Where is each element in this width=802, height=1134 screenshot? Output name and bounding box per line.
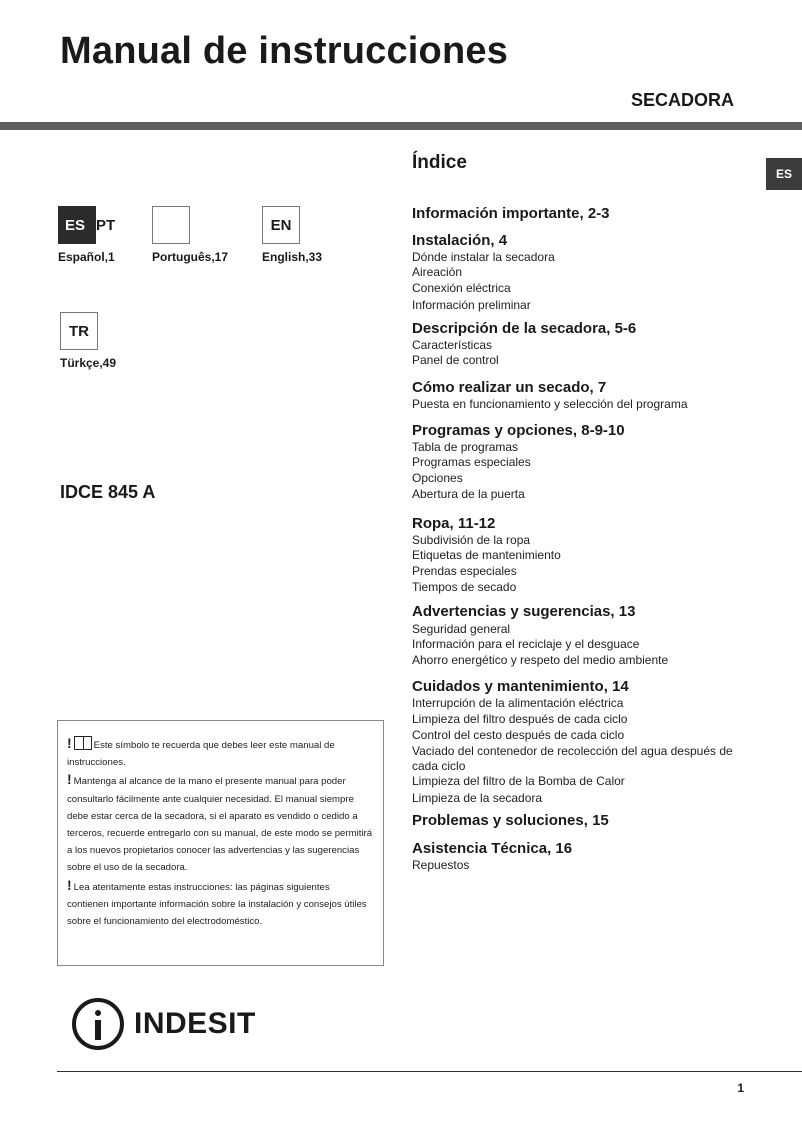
toc-section-title[interactable]: Programas y opciones, 8-9-10 (412, 422, 625, 439)
lang-pt[interactable] (152, 206, 228, 264)
warning-icon: ! (67, 735, 72, 751)
toc-section[interactable] (412, 205, 610, 223)
header-rule (0, 122, 802, 130)
notice-text-3: Lea atentamente estas instrucciones: las páginas siguientes contienen importante información sobre la instalación y consejos útiles sobre el funcionamiento del electrodoméstico. (67, 881, 367, 928)
toc-section-title[interactable]: Advertencias y sugerencias, 13 (412, 603, 636, 620)
warning-icon: ! (67, 771, 72, 788)
toc-section[interactable] (412, 379, 688, 412)
toc-item[interactable]: Prendas especiales (412, 563, 517, 578)
notice-paragraph-1 (67, 735, 373, 771)
toc-item[interactable]: Programas especiales (412, 455, 531, 470)
toc-item[interactable]: Panel de control (412, 353, 499, 368)
page-number: 1 (737, 1081, 744, 1095)
toc-item[interactable]: Información para el reciclaje y el desguace (412, 637, 640, 652)
lang-en-label: English,33 (262, 250, 323, 264)
toc-section-title[interactable]: Información importante, 2-3 (412, 205, 610, 222)
toc-section[interactable] (412, 515, 561, 595)
model-number: IDCE 845 A (60, 482, 156, 502)
toc-section[interactable] (412, 422, 625, 502)
lang-tr[interactable] (60, 312, 116, 370)
toc-item[interactable]: Aireación (412, 265, 463, 280)
lang-es-label: Español,1 (58, 250, 115, 264)
lang-en-box: EN (262, 206, 300, 244)
toc-item[interactable]: Interrupción de la alimentación eléctrica (412, 696, 624, 710)
lang-es-overlay: PT (96, 217, 116, 234)
toc-item[interactable]: Ahorro energético y respeto del medio ambiente (412, 652, 669, 667)
toc-section[interactable] (412, 812, 609, 830)
toc-section-title[interactable]: Cómo realizar un secado, 7 (412, 379, 607, 396)
toc-item[interactable]: Etiquetas de mantenimiento (412, 548, 561, 563)
toc-section-title[interactable]: Cuidados y mantenimiento, 14 (412, 678, 629, 695)
brand-logo (72, 998, 256, 1050)
toc-section[interactable] (412, 840, 572, 873)
manual-book-icon (74, 736, 92, 750)
toc-section-title[interactable]: Ropa, 11-12 (412, 515, 496, 532)
toc-item[interactable]: Limpieza del filtro de la Bomba de Calor (412, 774, 625, 789)
toc-item[interactable]: Limpieza del filtro después de cada ciclo (412, 712, 628, 727)
toc-item[interactable]: Información preliminar (412, 297, 531, 312)
lang-pt-box (152, 206, 190, 244)
toc-item[interactable]: Vaciado del contenedor de recolección del agua después de (412, 743, 733, 758)
lang-es-box: ES (58, 206, 96, 244)
language-side-tab: ES (766, 158, 802, 190)
lang-tr-box: TR (60, 312, 98, 350)
product-type: SECADORA (630, 90, 734, 110)
toc-item[interactable]: Seguridad general (412, 622, 511, 636)
toc-section[interactable] (412, 603, 668, 668)
notice-paragraph-3 (67, 877, 373, 931)
toc-item[interactable]: Tiempos de secado (412, 579, 517, 594)
toc-section-title[interactable]: Asistencia Técnica, 16 (412, 840, 573, 857)
notice-box (57, 720, 384, 966)
brand-name: INDESIT (134, 1007, 256, 1040)
lang-es[interactable] (58, 206, 115, 264)
notice-paragraph-2 (67, 771, 373, 876)
toc-item[interactable]: Tabla de programas (412, 440, 519, 454)
toc-item[interactable]: Abertura de la puerta (412, 486, 525, 501)
toc-item[interactable]: Características (412, 338, 493, 352)
toc-section[interactable] (412, 320, 636, 369)
toc-section-title[interactable]: Problemas y soluciones, 15 (412, 812, 609, 829)
lang-en[interactable] (262, 206, 322, 264)
toc-item[interactable]: Opciones (412, 470, 463, 485)
toc-item[interactable]: Control del cesto después de cada ciclo (412, 727, 625, 742)
toc-item[interactable]: Limpieza de la secadora (412, 790, 543, 805)
notice-text-2: Mantenga al alcance de la mano el presente manual para poder consultarlo fácilmente ante cualquier necesidad. El manual siempre debe estar cerca de la secadora, si el aparato es vendido o cedido a terceros, recuerde entregarlo con su manual, de este modo se permitirá a los nuevos propietarios conocer las advertencias y las sugerencias sobre el uso de la secadora. (67, 776, 373, 874)
toc-item[interactable]: Repuestos (412, 858, 470, 872)
warning-icon: ! (67, 876, 72, 893)
toc-item[interactable]: Subdivisión de la ropa (412, 533, 531, 547)
lang-tr-label: Türkçe,49 (60, 356, 117, 370)
toc-section[interactable] (412, 232, 555, 313)
toc-section-title[interactable]: Instalación, 4 (412, 232, 508, 249)
toc-section-title[interactable]: Descripción de la secadora, 5-6 (412, 320, 637, 337)
toc-section[interactable] (412, 678, 733, 806)
toc-item[interactable]: Conexión eléctrica (412, 280, 511, 295)
toc-heading: Índice (412, 152, 467, 173)
toc-item[interactable]: Puesta en funcionamiento y selección del programa (412, 397, 688, 411)
notice-text-1: Este símbolo te recuerda que debes leer este manual de instrucciones. (67, 740, 335, 769)
brand-logo-icon (72, 998, 124, 1050)
toc-item[interactable]: cada ciclo (412, 759, 466, 774)
toc-item[interactable]: Dónde instalar la secadora (412, 250, 555, 264)
footer-rule (57, 1071, 802, 1072)
document-title: Manual de instrucciones (60, 30, 509, 72)
lang-pt-label: Português,17 (152, 250, 229, 264)
